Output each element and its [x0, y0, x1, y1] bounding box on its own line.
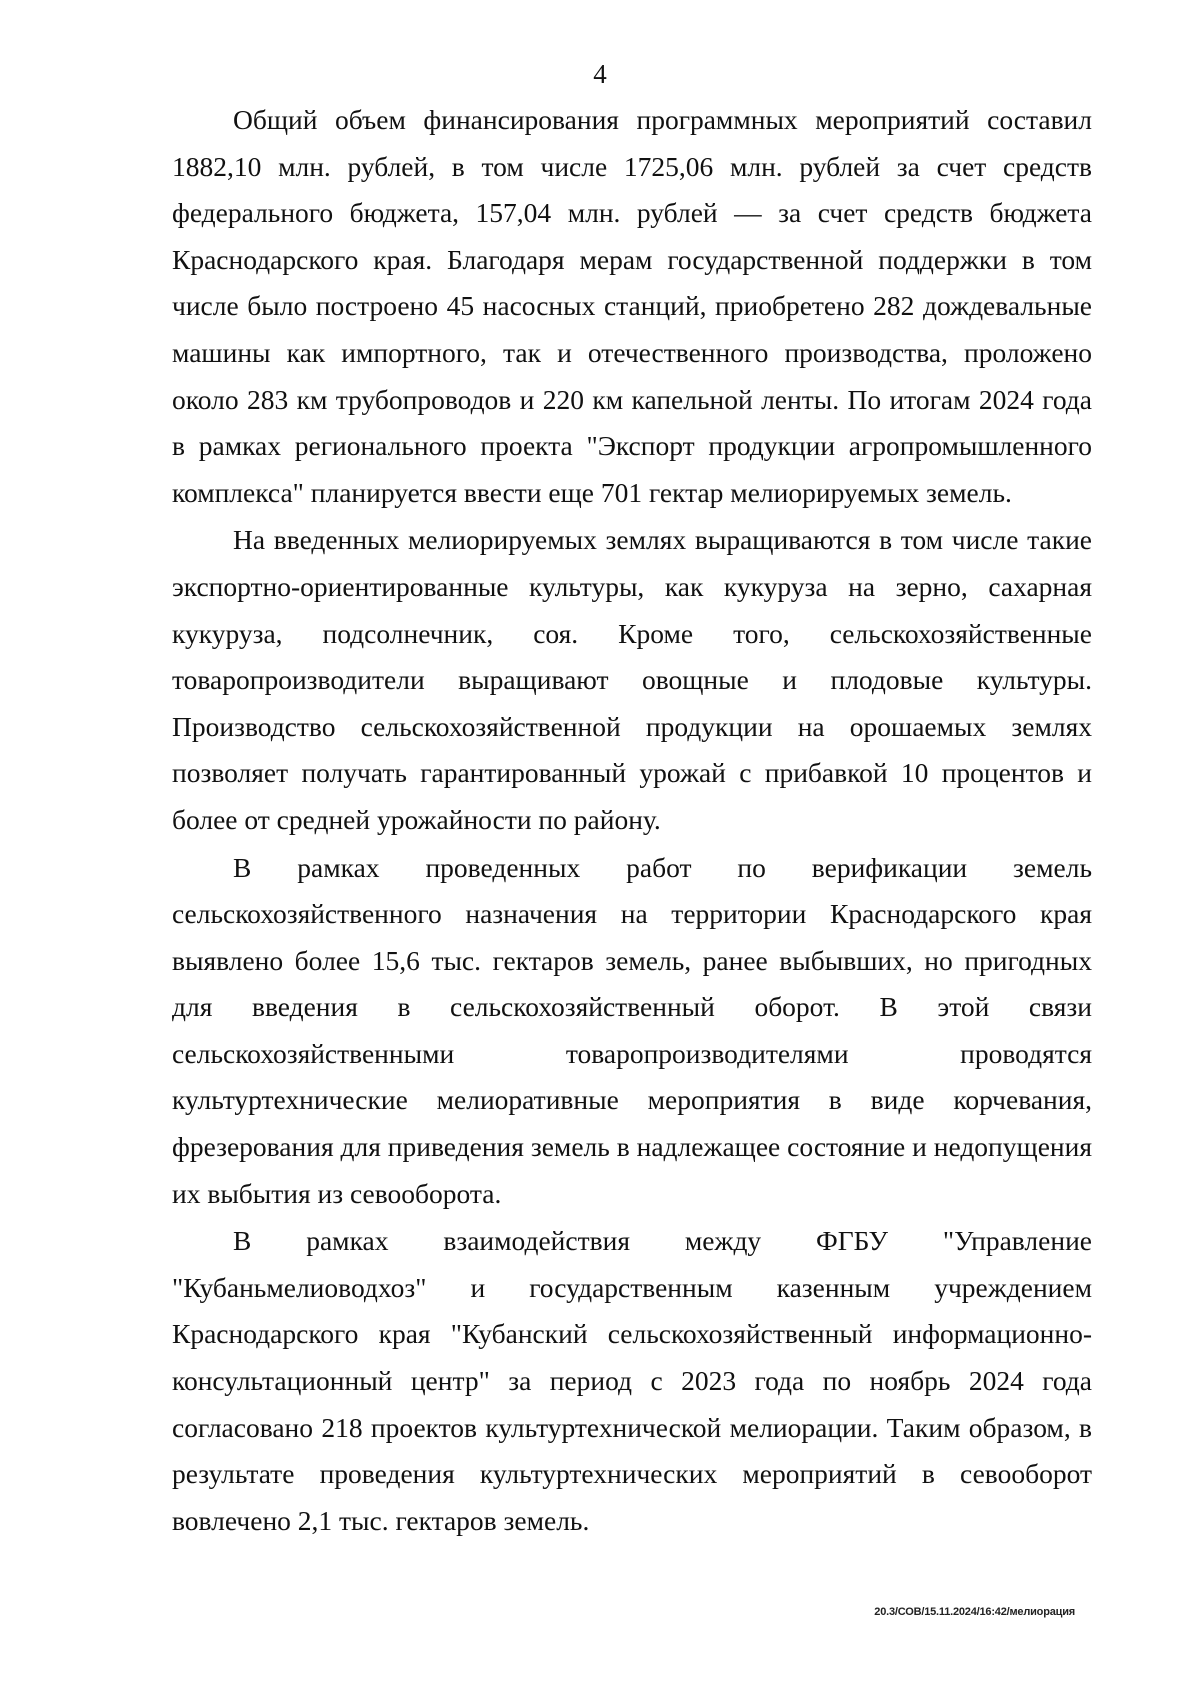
document-body [172, 97, 1092, 1545]
page-number: 4 [593, 59, 607, 89]
paragraph-financing: Общий объем финансирования программных мероприятий составил 1882,10 млн. рублей, в том числе 1725,06 млн. рублей за счет средств федерального бюджета, 157,04 млн. рублей — за счет средств бюджета Краснодарского края. Благодаря мерам государственной поддержки в том числе было построено 45 насосных станций, приобретено 282 дождевальные машины как импортного, так и отечественного производства, проложено около 283 км трубопроводов и 220 км капельной ленты. По итогам 2024 года в рамках регионального проекта "Экспорт продукции агропромышленного комплекса" планируется ввести еще 701 гектар мелиорируемых земель. [172, 104, 1092, 508]
paragraph-crops: На введенных мелиорируемых землях выращиваются в том числе такие экспортно-ориентированные культуры, как кукуруза на зерно, сахарная кукуруза, подсолнечник, соя. Кроме того, сельскохозяйственные товаропроизводители выращивают овощные и плодовые культуры. Производство сельскохозяйственной продукции на орошаемых землях позволяет получать гарантированный урожай с прибавкой 10 процентов и более от средней урожайности по району. [172, 524, 1092, 835]
document-footer-code: 20.3/СОВ/15.11.2024/16:42/мелиорация [874, 1606, 1075, 1618]
paragraph-cooperation: В рамках взаимодействия между ФГБУ "Управление "Кубаньмелиоводхоз" и государственным казенным учреждением Краснодарского края "Кубанский сельскохозяйственный информационно-консультационный центр" за период с 2023 года по ноябрь 2024 года согласовано 218 проектов культуртехнической мелиорации. Таким образом, в результате проведения культуртехнических мероприятий в севооборот вовлечено 2,1 тыс. гектаров земель. [172, 1225, 1092, 1536]
paragraph-land-verification: В рамках проведенных работ по верификации земель сельскохозяйственного назначения на территории Краснодарского края выявлено более 15,6 тыс. гектаров земель, ранее выбывших, но пригодных для введения в сельскохозяйственный оборот. В этой связи сельскохозяйственными товаропроизводителями проводятся культуртехнические мелиоративные мероприятия в виде корчевания, фрезерования для приведения земель в надлежащее состояние и недопущения их выбытия из севооборота. [172, 851, 1092, 1209]
